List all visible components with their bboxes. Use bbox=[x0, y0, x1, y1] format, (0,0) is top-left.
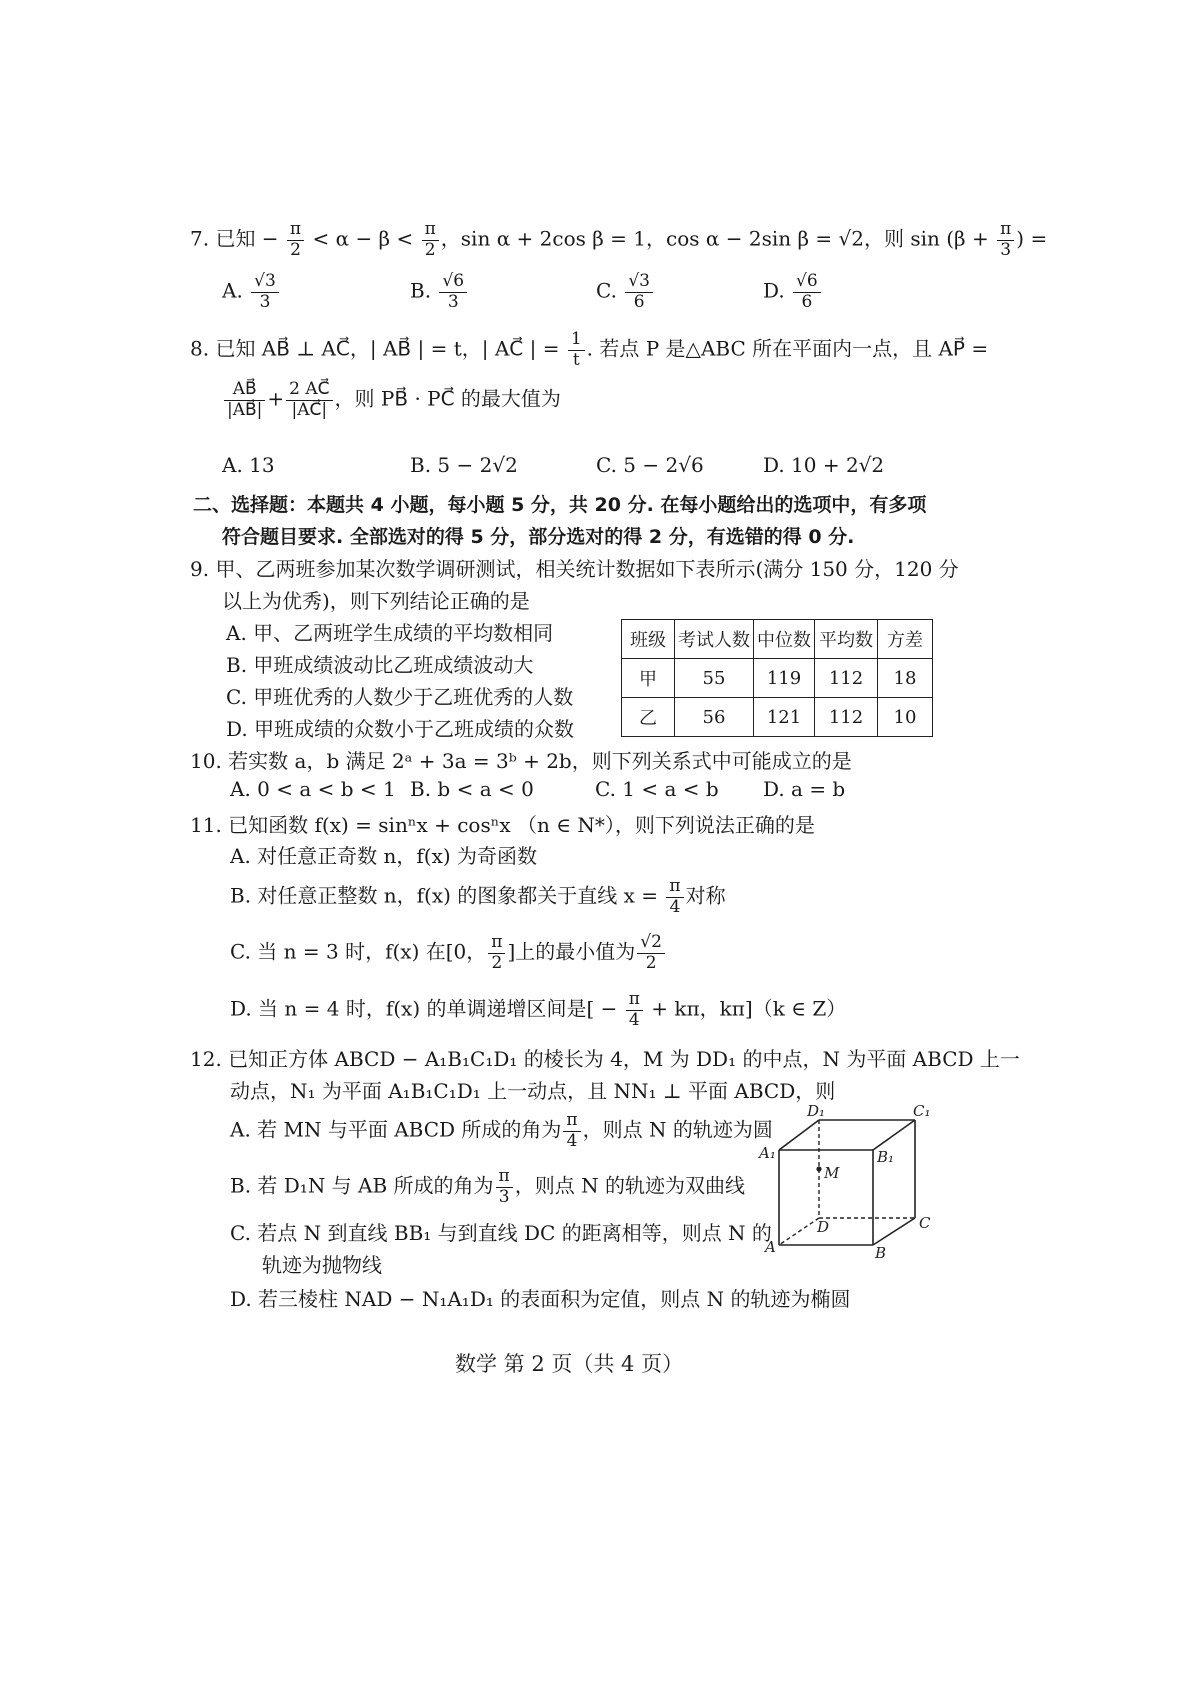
q10-option-a: A. 0 < a < b < 1 bbox=[230, 777, 396, 801]
q9-stem-line1: 9. 甲、乙两班参加某次数学调研测试，相关统计数据如下表所示(满分 150 分，120 分 bbox=[190, 557, 959, 581]
q9-option-d: D. 甲班成绩的众数小于乙班成绩的众数 bbox=[226, 717, 575, 741]
q10-option-b: B. b < a < 0 bbox=[410, 777, 534, 801]
q11-option-b: B. 对任意正整数 n，f(x) 的图象都关于直线 x = $\frac{\pi}{4}$ 对称 bbox=[230, 876, 726, 917]
q10-stem: 10. 若实数 a，b 满足 2ᵃ + 3a = 3ᵇ + 2b，则下列关系式中可能成立的是 bbox=[190, 749, 852, 773]
q11-option-a: A. 对任意正奇数 n，f(x) 为奇函数 bbox=[230, 844, 538, 868]
q10-option-c: C. 1 < a < b bbox=[595, 777, 719, 801]
edge-a1-d1 bbox=[779, 1120, 819, 1150]
pi-over-3-fraction: $\frac{\pi}{3}$ bbox=[997, 220, 1014, 260]
table-row bbox=[622, 659, 933, 698]
q9-option-a: A. 甲、乙两班学生成绩的平均数相同 bbox=[226, 621, 554, 645]
table-cell: 119 bbox=[754, 659, 815, 698]
pi-over-2-fraction: $\frac{\pi}{2}$ bbox=[287, 220, 304, 260]
q9-stem-line2: 以上为优秀)，则下列结论正确的是 bbox=[222, 589, 530, 613]
q9-stats-table bbox=[621, 619, 933, 737]
section-2-heading-line1: 二、选择题：本题共 4 小题，每小题 5 分，共 20 分. 在每小题给出的选项中，有多项 bbox=[193, 494, 927, 516]
q7-option-c: C. $\frac{√3}{6}$ bbox=[596, 272, 655, 312]
pi-over-2-fraction: $\frac{\pi}{2}$ bbox=[422, 220, 439, 260]
table-header-cell: 班级 bbox=[622, 620, 675, 659]
table-header-cell: 中位数 bbox=[754, 620, 815, 659]
q7-option-b: B. $\frac{√6}{3}$ bbox=[410, 272, 469, 312]
q12-option-b: B. 若 D₁N 与 AB 所成的角为 $\frac{\pi}{3}$ ，则点 N 的轨迹为双曲线 bbox=[230, 1166, 745, 1207]
table-header-row bbox=[622, 620, 933, 659]
point-m bbox=[816, 1166, 821, 1171]
q8-option-c: C. 5 − 2√6 bbox=[596, 453, 704, 477]
cube-diagram bbox=[755, 1100, 940, 1260]
label-m: M bbox=[824, 1164, 840, 1182]
q12-stem-line2: 动点，N₁ 为平面 A₁B₁C₁D₁ 上一动点，且 NN₁ ⊥ 平面 ABCD，则 bbox=[230, 1079, 836, 1103]
q11-option-d: D. 当 n = 4 时，f(x) 的单调递增区间是[ − $\frac{\pi}{4}$ + kπ，kπ]（k ∈ Z） bbox=[230, 989, 847, 1030]
table-cell: 甲 bbox=[622, 659, 675, 698]
q11-option-c: C. 当 n = 3 时，f(x) 在[0， $\frac{\pi}{2}$ ]上的最小值为 $\frac{√2}{2}$ bbox=[230, 933, 667, 973]
ac-unit-vector-fraction: $\frac{2 AC⃗}{|AC⃗|}$ bbox=[286, 380, 332, 420]
table-cell: 56 bbox=[675, 698, 754, 737]
q8-stem-line2: $\frac{AB⃗}{|AB⃗|}$ + $\frac{2 AC⃗}{|AC⃗|}$ ，则 PB⃗ · PC⃗ 的最大值为 bbox=[222, 380, 561, 420]
q12-stem-line1: 12. 已知正方体 ABCD − A₁B₁C₁D₁ 的棱长为 4，M 为 DD₁ 的中点，N 为平面 ABCD 上一 bbox=[190, 1047, 1020, 1071]
table-header-cell: 考试人数 bbox=[675, 620, 754, 659]
label-a1: A₁ bbox=[759, 1144, 776, 1162]
q9-option-c: C. 甲班优秀的人数少于乙班优秀的人数 bbox=[226, 685, 574, 709]
one-over-t-fraction: $\frac{1}{t}$ bbox=[568, 330, 585, 370]
edge-b1-c1 bbox=[873, 1120, 915, 1150]
table-cell: 10 bbox=[878, 698, 933, 737]
q12-option-c-line1: C. 若点 N 到直线 BB₁ 与到直线 DC 的距离相等，则点 N 的 bbox=[230, 1221, 772, 1245]
table-row bbox=[622, 698, 933, 737]
q8-option-b: B. 5 − 2√2 bbox=[410, 453, 518, 477]
q7-option-a: A. $\frac{√3}{3}$ bbox=[222, 272, 281, 312]
ab-unit-vector-fraction: $\frac{AB⃗}{|AB⃗|}$ bbox=[224, 380, 265, 420]
label-c1: C₁ bbox=[913, 1102, 931, 1120]
q12-option-a: A. 若 MN 与平面 ABCD 所成的角为 $\frac{\pi}{4}$ ，则点 N 的轨迹为圆 bbox=[230, 1110, 773, 1151]
table-cell: 112 bbox=[815, 659, 878, 698]
table-cell: 112 bbox=[815, 698, 878, 737]
q10-option-d: D. a = b bbox=[763, 777, 846, 801]
q8-option-d: D. 10 + 2√2 bbox=[763, 453, 885, 477]
label-b1: B₁ bbox=[877, 1148, 895, 1166]
q11-stem: 11. 已知函数 f(x) = sinⁿx + cosⁿx （n ∈ N*），则下列说法正确的是 bbox=[190, 813, 815, 837]
table-cell: 18 bbox=[878, 659, 933, 698]
q12-option-d: D. 若三棱柱 NAD − N₁A₁D₁ 的表面积为定值，则点 N 的轨迹为椭圆 bbox=[230, 1287, 851, 1311]
section-2-heading-line2: 符合题目要求. 全部选对的得 5 分，部分选对的得 2 分，有选错的得 0 分. bbox=[222, 526, 855, 548]
table-cell: 乙 bbox=[622, 698, 675, 737]
q7-option-d: D. $\frac{√6}{6}$ bbox=[763, 272, 823, 312]
table-cell: 55 bbox=[675, 659, 754, 698]
q7-stem: 7. 已知 − $\frac{\pi}{2}$ < α − β < $\frac{\pi}{2}$ ，sin α + 2cos β = 1，cos α − 2sin β = √2，则 sin (β + $\frac{\pi}{3}$ ) = bbox=[190, 219, 1048, 260]
edge-d-a-hidden bbox=[779, 1218, 819, 1245]
q12-option-c-line2: 轨迹为抛物线 bbox=[262, 1253, 382, 1277]
edge-b-c bbox=[873, 1218, 915, 1245]
label-d: D bbox=[817, 1218, 830, 1236]
label-b: B bbox=[875, 1244, 887, 1260]
table-header-cell: 方差 bbox=[878, 620, 933, 659]
table-cell: 121 bbox=[754, 698, 815, 737]
table-header-cell: 平均数 bbox=[815, 620, 878, 659]
label-c: C bbox=[919, 1214, 931, 1232]
page-footer: 数学 第 2 页（共 4 页） bbox=[455, 1352, 684, 1376]
label-d1: D₁ bbox=[807, 1102, 826, 1120]
label-a: A bbox=[765, 1238, 776, 1256]
q9-option-b: B. 甲班成绩波动比乙班成绩波动大 bbox=[226, 653, 534, 677]
q8-stem-line1: 8. 已知 AB⃗ ⊥ AC⃗，| AB⃗ | = t，| AC⃗ | = $\frac{1}{t}$ . 若点 P 是△ABC 所在平面内一点，且 AP⃗ = bbox=[190, 329, 989, 370]
q8-option-a: A. 13 bbox=[222, 453, 275, 477]
